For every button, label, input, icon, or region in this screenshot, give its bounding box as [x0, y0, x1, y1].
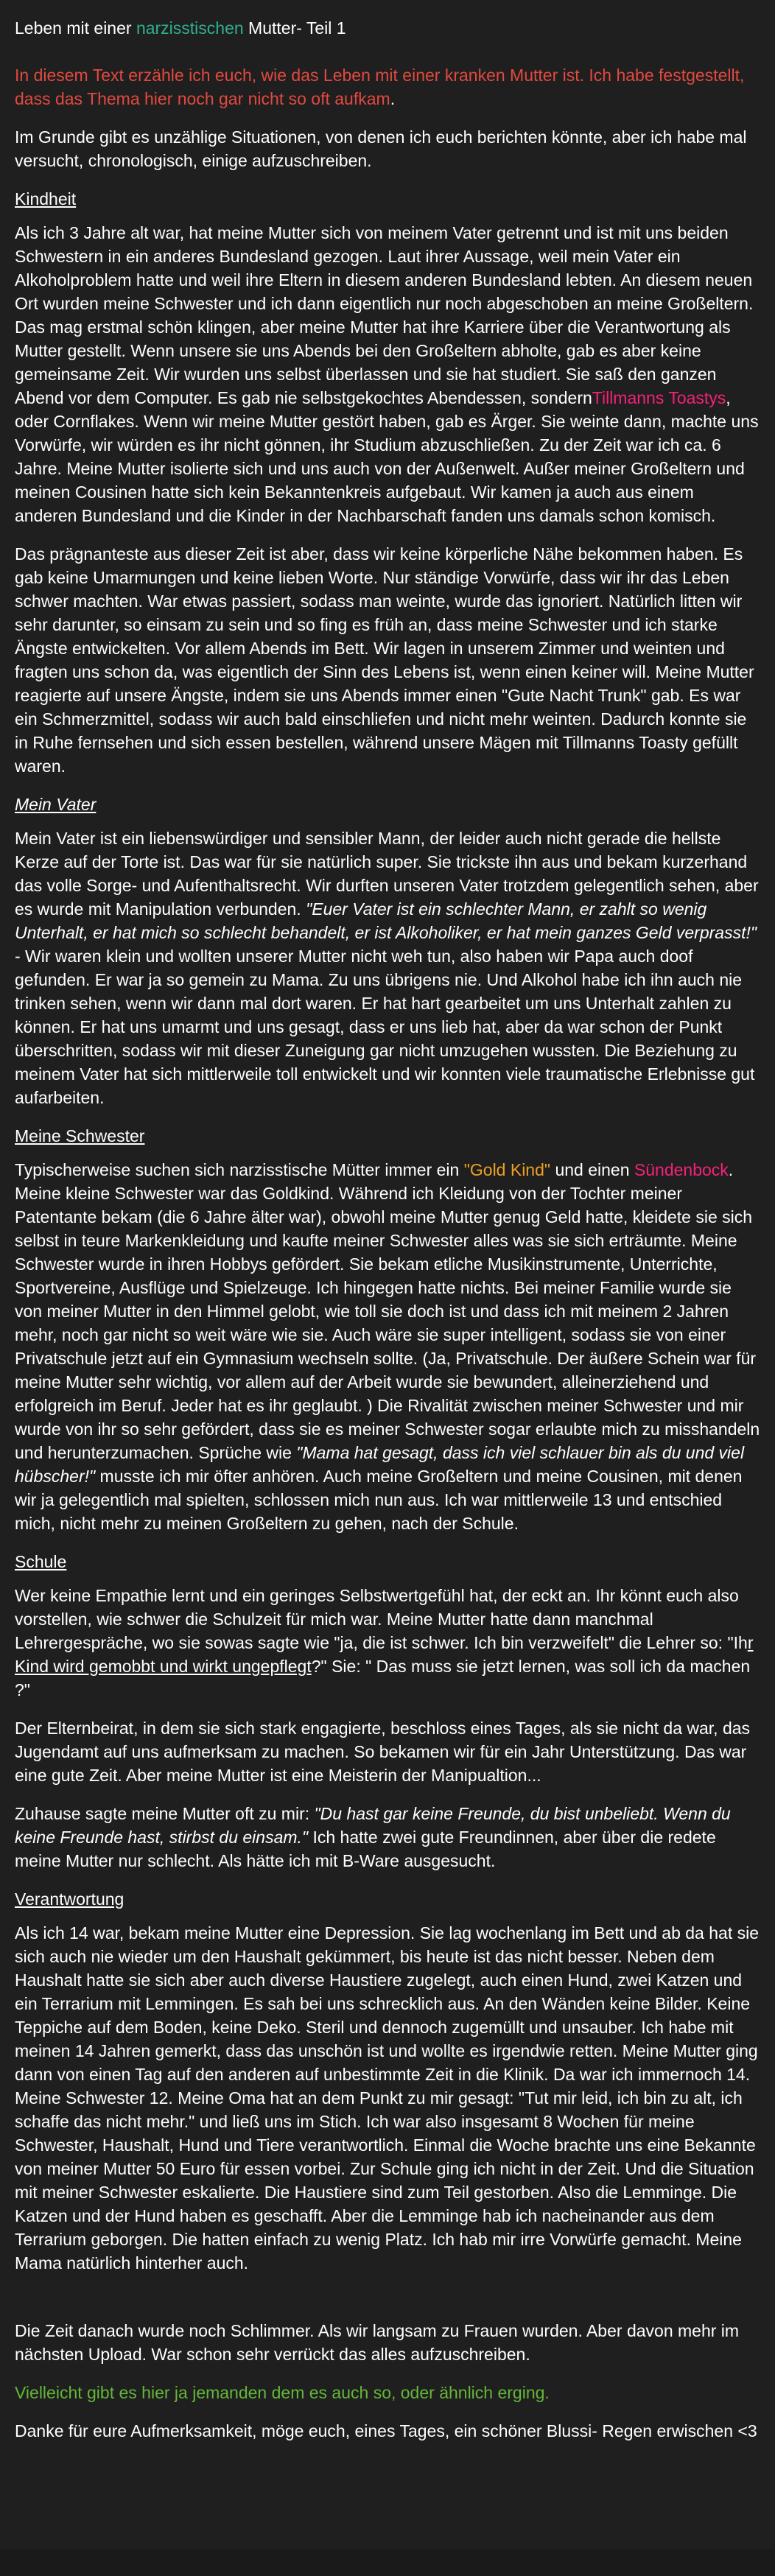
schule-quote: "Du hast gar keine Freunde, du bist unbeliebt. Wenn du keine Freunde hast, stirbst du einsam."	[15, 1804, 731, 1847]
vater-paragraph: Mein Vater ist ein liebenswürdiger und sensibler Mann, der leider auch nicht gerade die hellste Kerze auf der Torte ist. Das war für sie natürlich super. Sie trickste ihn aus und bekam kurzerhand das volle Sorge- und Aufenthaltsrecht. Wir durften unseren Vater trotzdem gelegentlich sehen, aber es wurde mit Manipulation verbunden. "Euer Vater ist ein schlechter Mann, er zahlt so wenig Unterhalt, er hat mich so schlecht behandelt, er ist Alkoholiker, er hat mein ganzes Geld verprasst!" - Wir waren klein und wollten unserer Mutter nicht weh tun, also haben wir Papa auch doof gefunden. Er war ja so gemein zu Mama. Zu uns übrigens nie. Und Alkohol habe ich ihn auch nie trinken sehen, wenn wir dann mal dort waren. Er hat hart gearbeitet um uns Unterhalt zahlen zu können. Er hat uns umarmt und uns gesagt, dass er uns lieb hat, aber da war schon der Punkt überschritten, sodass wir mit dieser Zuneigung gar nicht umzugehen wussten. Die Beziehung zu meinem Vater hat sich mittlerweile toll entwickelt und wir konnten viele traumatische Erlebnisse gut aufarbeiten.	[15, 829, 759, 1107]
intro-red-paragraph: In diesem Text erzähle ich euch, wie das Leben mit einer kranken Mutter ist. Ich habe festgestellt, dass das Thema hier noch gar nicht so oft aufkam.	[15, 66, 745, 108]
heading-verantwortung: Verantwortung	[15, 1889, 125, 1909]
intro-paragraph: Im Grunde gibt es unzählige Situationen, von denen ich euch berichten könnte, aber ich habe mal versucht, chronologisch, einige aufzuschreiben.	[15, 127, 747, 170]
vater-quote: "Euer Vater ist ein schlechter Mann, er zahlt so wenig Unterhalt, er hat mich so schlecht behandelt, er ist Alkoholiker, er hat mein ganzes Geld verprasst!"	[15, 899, 757, 942]
spacer	[15, 2289, 760, 2319]
title-highlight: narzisstischen	[136, 18, 244, 38]
schwester-quote: "Mama hat gesagt, dass ich viel schlauer bin als du und viel hübscher!"	[15, 1443, 745, 1486]
schule-paragraph-3: Zuhause sagte meine Mutter oft zu mir: "Du hast gar keine Freunde, du bist unbeliebt. Wenn du keine Freunde hast, stirbst du einsam." Ich hatte zwei gute Freundinnen, aber über die redete meine Mutter nur schlecht. Als hätte ich mit B-Ware ausgesucht.	[15, 1804, 731, 1870]
brand-highlight: Tillmanns Toastys	[592, 388, 726, 407]
outro-paragraph-1: Die Zeit danach wurde noch Schlimmer. Als wir langsam zu Frauen wurden. Aber davon mehr im nächsten Upload. War schon sehr verrückt das alles aufzuschreiben.	[15, 2321, 740, 2364]
footer-bar	[0, 2549, 775, 2576]
heading-schule: Schule	[15, 1552, 67, 1571]
heading-schwester: Meine Schwester	[15, 1126, 145, 1145]
gold-kind-highlight: "Gold Kind"	[463, 1160, 551, 1179]
underlined-text: r Kind wird gemobbt und wirkt ungepflegt	[15, 1633, 754, 1676]
heading-vater: Mein Vater	[15, 795, 97, 814]
heading-kindheit: Kindheit	[15, 189, 77, 208]
page-title: Leben mit einer narzisstischen Mutter- Teil 1	[15, 18, 346, 38]
kindheit-paragraph-1: Als ich 3 Jahre alt war, hat meine Mutter sich von meinem Vater getrennt und ist mit uns beiden Schwestern in ein anderes Bundesland gezogen. Laut ihrer Aussage, weil mein Vater ein Alkoholproblem hatte und weil ihre Eltern in diesem anderen Bundesland lebten. An diesem neuen Ort wurden meine Schwester und ich dann eigentlich nur noch abgeschoben an meine Großeltern. Das mag erstmal schön klingen, aber meine Mutter hat ihre Karriere über die Verantwortung als Mutter gestellt. Wenn unsere sie uns Abends bei den Großeltern abholte, gab es aber keine gemeinsame Zeit. Wir wurden uns selbst überlassen und sie hat studiert. Sie saß den ganzen Abend vor dem Computer. Es gab nie selbstgekochtes Abendessen, sondernTillmanns Toastys, oder Cornflakes. Wenn wir meine Mutter gestört haben, gab es Ärger. Sie weinte dann, machte uns Vorwürfe, wir würden es ihr nicht gönnen, ihr Studium abzuschließen. Zu der Zeit war ich ca. 6 Jahre. Meine Mutter isolierte sich und uns auch von der Außenwelt. Außer meiner Großeltern und meinen Cousinen hatte sich kein Bekanntenkreis aufgebaut. Wir kamen ja auch aus einem anderen Bundesland und die Kinder in der Nachbarschaft fanden uns damals schon komisch.	[15, 223, 759, 525]
schule-paragraph-2: Der Elternbeirat, in dem sie sich stark engagierte, beschloss eines Tages, als sie nicht da war, das Jugendamt auf uns aufmerksam zu machen. So bekamen wir für ein Jahr Unterstützung. Das war eine gute Zeit. Aber meine Mutter ist eine Meisterin der Manipualtion...	[15, 1719, 751, 1785]
outro-paragraph-3: Danke für eure Aufmerksamkeit, möge euch, eines Tages, ein schöner Blussi- Regen erwischen <3	[15, 2421, 757, 2440]
outro-green-paragraph: Vielleicht gibt es hier ja jemanden dem es auch so, oder ähnlich erging.	[15, 2383, 550, 2402]
suendenbock-highlight: Sündenbock	[634, 1160, 729, 1179]
schwester-paragraph: Typischerweise suchen sich narzisstische Mütter immer ein "Gold Kind" und einen Sündenbock. Meine kleine Schwester war das Goldkind. Während ich Kleidung von der Tochter meiner Patentante bekam (die 6 Jahre älter war), obwohl meine Mutter genug Geld hatte, kleidete sie sich selbst in teure Markenkleidung und kaufte meiner Schwester alles was sie sich erträumte. Meine Schwester wurde in ihren Hobbys gefördert. Sie bekam etliche Musikinstrumente, Unterrichte, Sportvereine, Ausflüge und Spielzeuge. Ich hingegen hatte nichts. Bei meiner Familie wurde sie von meiner Mutter in den Himmel gelobt, wie toll sie doch ist und dass ich mit meinem 2 Jahren mehr, noch gar nicht so weit wäre wie sie. Auch wäre sie super intelligent, sodass sie von einer Privatschule jetzt auf ein Gymnasium wechseln sollte. (Ja, Privatschule. Der äußere Schein war für meine Mutter sehr wichtig, vor allem auf der Arbeit wurde sie bewundert, alleinerziehend und erfolgreich im Beruf. Jeder hat es ihr geglaubt. ) Die Rivalität zwischen meiner Schwester und mir wurde von ihr so sehr gefördert, dass sie es meiner Schwester sogar erlaubte mich zu misshandeln und herunterzumachen. Sprüche wie "Mama hat gesagt, dass ich viel schlauer bin als du und viel hübscher!" musste ich mir öfter anhören. Auch meine Großeltern und meine Cousinen, mit denen wir ja gelegentlich mal spielten, schlossen mich nun aus. Ich war mittlerweile 13 und entschied mich, nicht mehr zu meinen Großeltern zu gehen, nach der Schule.	[15, 1160, 760, 1533]
kindheit-paragraph-2: Das prägnanteste aus dieser Zeit ist aber, dass wir keine körperliche Nähe bekommen haben. Es gab keine Umarmungen und keine lieben Worte. Nur ständige Vorwürfe, dass wir ihr das Leben schwer machten. War etwas passiert, sodass man weinte, wurde das ignoriert. Natürlich litten wir sehr darunter, so einsam zu sein und so fing es früh an, dass meine Schwester und ich starke Ängste entwickelten. Vor allem Abends im Bett. Wir lagen in unserem Zimmer und weinten und fragten uns schon da, was eigentlich der Sinn des Lebens ist, wenn einen keiner will. Meine Mutter reagierte auf unsere Ängste, indem sie uns Abends immer einen "Gute Nacht Trunk" gab. Es war ein Schmerzmittel, sodass wir auch bald einschliefen und nicht mehr weinten. Dadurch konnte sie in Ruhe fernsehen und sich essen bestellen, während unsere Mägen mit Tillmanns Toasty gefüllt waren.	[15, 544, 754, 776]
verantwortung-paragraph: Als ich 14 war, bekam meine Mutter eine Depression. Sie lag wochenlang im Bett und ab da hat sie sich auch nie wieder um den Haushalt gekümmert, bis heute ist das nicht besser. Neben dem Haushalt hatte sie sich aber auch diverse Haustiere zugelegt, auch einen Hund, zwei Katzen und ein Terrarium mit Lemmingen. Es sah bei uns schrecklich aus. An den Wänden keine Bilder. Keine Teppiche auf dem Boden, keine Deko. Steril und dennoch zugemüllt und unsauber. Ich habe mit meinen 14 Jahren gemerkt, dass das unschön ist und wollte es irgendwie retten. Meine Mutter ging dann von einen Tag auf den anderen auf unbestimmte Zeit in die Klinik. Da war ich immernoch 14. Meine Schwester 12. Meine Oma hat an dem Punkt zu mir gesagt: "Tut mir leid, ich bin zu alt, ich schaffe das nicht mehr." und ließ uns im Stich. Ich war also insgesamt 8 Wochen für meine Schwester, Haushalt, Hund und Tiere verantwortlich. Einmal die Woche brachte uns eine Bekannte von meiner Mutter 50 Euro für essen vorbei. Zur Schule ging ich nicht in der Zeit. Und die Situation mit meiner Schwester eskalierte. Die Haustiere sind zum Teil gestorben. Also die Lemminge. Die Katzen und der Hund haben es geschafft. Aber die Lemminge hab ich nacheinander aus dem Terrarium geborgen. Die hatten einfach zu wenig Platz. Ich hab mir irre Vorwürfe gemacht. Meine Mama natürlich hinterher auch.	[15, 1923, 760, 2273]
schule-paragraph-1: Wer keine Empathie lernt und ein geringes Selbstwertgefühl hat, der eckt an. Ihr könnt euch also vorstellen, wie schwer die Schulzeit für mich war. Meine Mutter hatte dann manchmal Lehrergespräche, wo sie sowas sagte wie "ja, die ist schwer. Ich bin verzweifelt" die Lehrer so: "Ihr Kind wird gemobbt und wirkt ungepflegt?" Sie: " Das muss sie jetzt lernen, was soll ich da machen ?"	[15, 1586, 754, 1699]
